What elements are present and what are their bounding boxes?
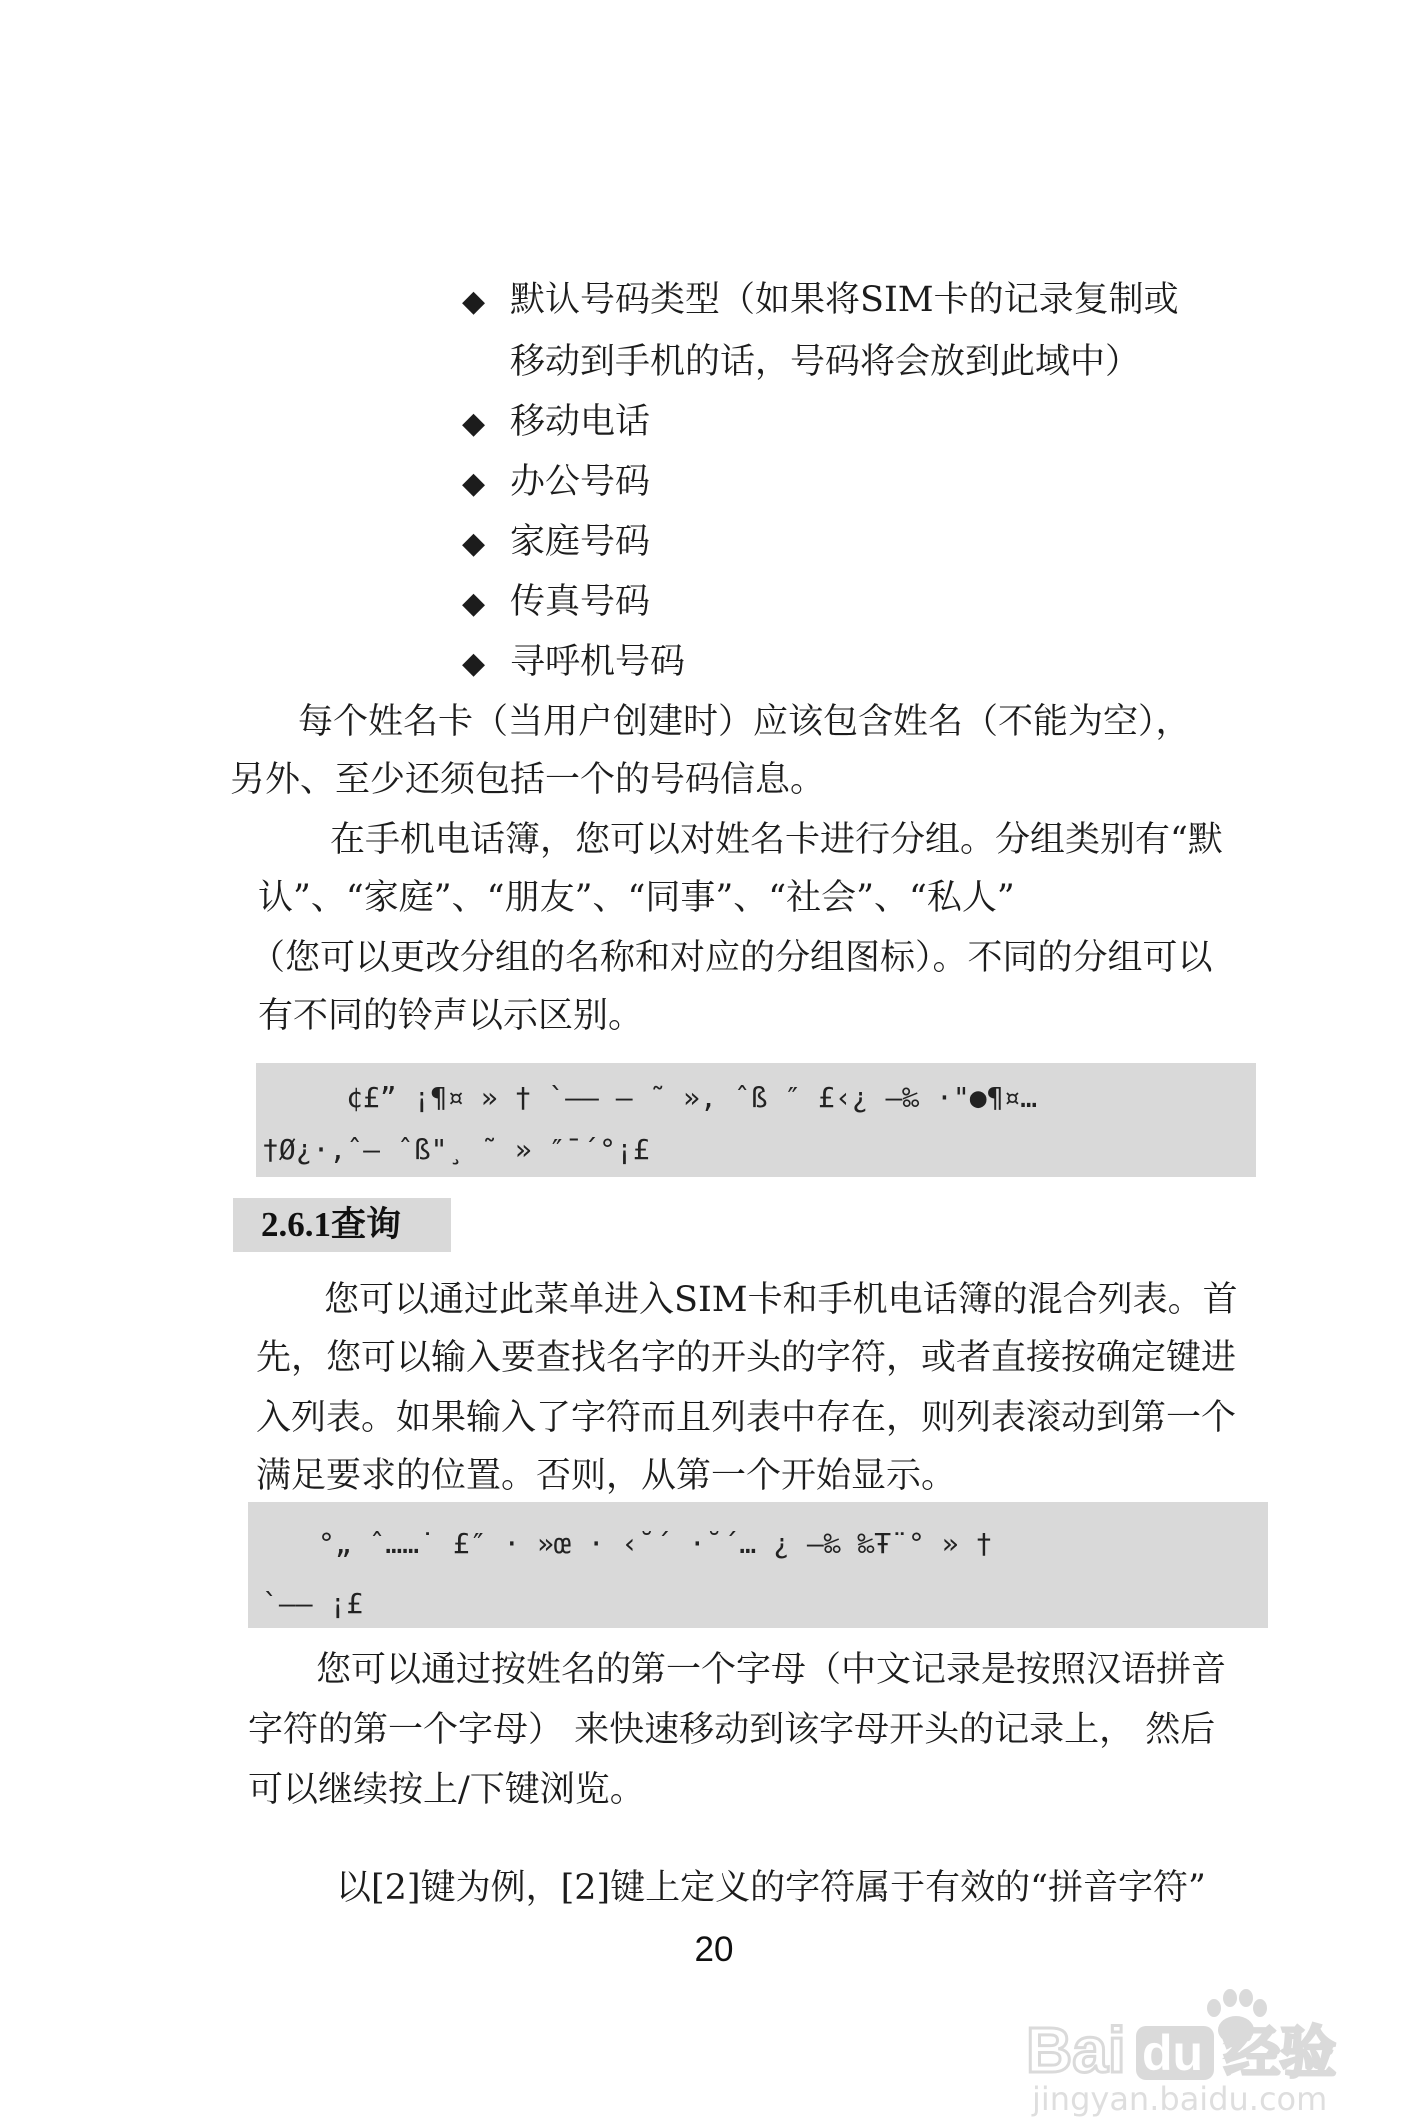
section-heading: 2.6.1查询 [261, 1205, 402, 1244]
bullet-item-mobile: ◆ 移动电话 [462, 400, 650, 446]
bullet-item-fax: ◆ 传真号码 [462, 580, 650, 626]
garbled-text-line: †Ø¿·,ˆ— ˆß"¸ ˜ » ″¯´°¡£ [262, 1133, 650, 1166]
garbled-text-line: `—— ¡£ [262, 1587, 364, 1620]
paragraph-query-2: 先，您可以输入要查找名字的开头的字符，或者直接按确定键进 [256, 1338, 1237, 1378]
note-box-garbled-2 [248, 1502, 1268, 1628]
paragraph-name-card: 每个姓名卡（当用户创建时）应该包含姓名（不能为空）， [298, 702, 1191, 742]
paragraph-query-3: 入列表。如果输入了字符而且列表中存在，则列表滚动到第一个 [256, 1398, 1237, 1438]
bullet-item-pager: ◆ 寻呼机号码 [462, 640, 685, 686]
diamond-bullet-icon: ◆ [462, 284, 486, 319]
paragraph-query-1: 您可以通过此菜单进入SIM卡和手机电话簿的混合列表。首 [324, 1280, 1238, 1320]
garbled-text-line: ¢£” ¡¶¤ » † `—— — ˜ », ˆß ″ £‹¿ –‰ ·"●¶¤… [346, 1081, 1038, 1114]
baidu-jingyan-watermark [1018, 1968, 1398, 2118]
diamond-bullet-icon: ◆ [462, 646, 486, 681]
paragraph-grouping-3: （您可以更改分组的名称和对应的分组图标）。不同的分组可以 [250, 938, 1213, 978]
paragraph-key-example: 以[2]键为例，[2]键上定义的字符属于有效的“拼音字符” [336, 1868, 1206, 1908]
paragraph-grouping-1: 在手机电话簿，您可以对姓名卡进行分组。分组类别有“默 [330, 820, 1223, 860]
paragraph-grouping-2: 认”、“家庭”、“朋友”、“同事”、“社会”、“私人” [258, 878, 1015, 918]
bullet-item-home: ◆ 家庭号码 [462, 520, 650, 566]
paragraph-name-card-cont: 另外、至少还须包括一个的号码信息。 [230, 760, 826, 800]
svg-text:Bai: Bai [1026, 2014, 1126, 2086]
paragraph-initial-letter-1: 您可以通过按姓名的第一个字母（中文记录是按照汉语拼音 [316, 1650, 1227, 1690]
page-number: 20 [694, 1930, 734, 1969]
paragraph-grouping-4: 有不同的铃声以示区别。 [258, 996, 644, 1036]
svg-text:经验: 经验 [1224, 2021, 1336, 2086]
diamond-bullet-icon: ◆ [462, 586, 486, 621]
bullet-item-default-type: ◆ 默认号码类型（如果将SIM卡的记录复制或 [462, 278, 1179, 324]
garbled-text-line: °„ ˆ……˙ £″ · »œ · ‹˘´ ·˘´… ¿ –‰ ‰Ŧ¨° » † [318, 1527, 993, 1560]
diamond-bullet-icon: ◆ [462, 406, 486, 441]
svg-text:du: du [1142, 2025, 1204, 2081]
paragraph-initial-letter-2: 字符的第一个字母） 来快速移动到该字母开头的记录上， 然后 [248, 1710, 1216, 1750]
diamond-bullet-icon: ◆ [462, 466, 486, 501]
section-heading-box [233, 1198, 451, 1252]
svg-text:jingyan.baidu.com: jingyan.baidu.com [1032, 2080, 1328, 2118]
bullet-item-default-type-cont: 移动到手机的话，号码将会放到此域中） [510, 342, 1141, 382]
bullet-item-office: ◆ 办公号码 [462, 460, 650, 506]
paragraph-initial-letter-3: 可以继续按上/下键浏览。 [248, 1770, 645, 1810]
diamond-bullet-icon: ◆ [462, 526, 486, 561]
paragraph-query-4: 满足要求的位置。否则，从第一个开始显示。 [256, 1456, 957, 1496]
